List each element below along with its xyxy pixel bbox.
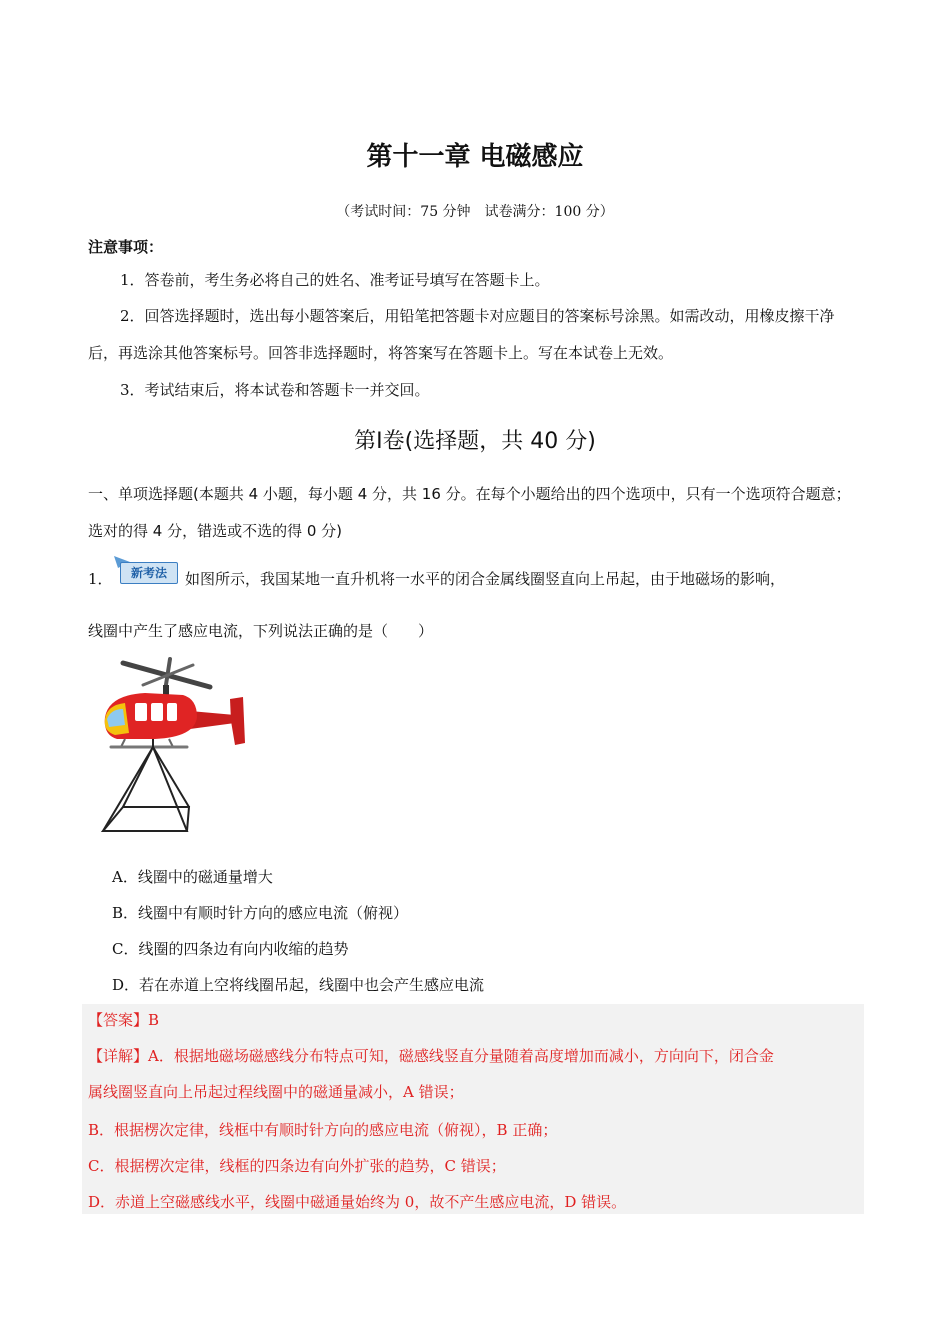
question-number: 1． <box>88 570 113 588</box>
detail-d: D．赤道上空磁感线水平，线圈中磁通量始终为 0，故不产生感应电流，D 错误。 <box>88 1193 627 1211</box>
helicopter-coil-figure <box>95 655 255 840</box>
question-stem-line2: 线圈中产生了感应电流，下列说法正确的是（ ） <box>88 622 434 640</box>
rotor-icon <box>123 659 210 697</box>
badge-label: 新考法 <box>120 562 178 584</box>
notice-heading: 注意事项： <box>88 238 164 256</box>
section-instructions: 一、单项选择题(本题共 4 小题，每小题 4 分，共 16 分。在每个小题给出的四个选项中，只有一个选项符合题意；选对的得 4 分，错选或不选的得 0 分) <box>88 485 851 540</box>
option-a: A．线圈中的磁通量增大 <box>112 868 273 886</box>
option-c: C．线圈的四条边有向内收缩的趋势 <box>112 940 349 958</box>
detail-line-1: 【详解】A．根据地磁场磁感线分布特点可知，磁感线竖直分量随着高度增加而减小，方向向下，闭合金 <box>88 1047 774 1065</box>
answer-line: 【答案】B <box>88 1011 160 1029</box>
option-b: B．线圈中有顺时针方向的感应电流（俯视） <box>112 904 409 922</box>
detail-line-2: 属线圈竖直向上吊起过程线圈中的磁通量减小，A 错误； <box>88 1083 464 1101</box>
part-title: 第Ⅰ卷(选择题，共 40 分) <box>354 429 596 454</box>
question-stem-line1: 如图所示，我国某地一直升机将一水平的闭合金属线圈竖直向上吊起，由于地磁场的影响， <box>185 570 786 588</box>
new-method-badge <box>112 554 178 582</box>
page-title: 第十一章 电磁感应 <box>366 142 584 172</box>
option-d: D．若在赤道上空将线圈吊起，线圈中也会产生感应电流 <box>112 976 485 994</box>
notice-item-3: 3．考试结束后，将本试卷和答题卡一并交回。 <box>120 381 430 399</box>
notice-item-2: 2．回答选择题时，选出每小题答案后，用铅笔把答题卡对应题目的答案标号涂黑。如需改动，用橡皮擦干净后，再选涂其他答案标号。回答非选择题时，将答案写在答题卡上。写在本试卷上无效。 <box>88 307 835 362</box>
notice-item-1: 1．答卷前，考生务必将自己的姓名、准考证号填写在答题卡上。 <box>120 271 550 289</box>
detail-c: C．根据楞次定律，线框的四条边有向外扩张的趋势，C 错误； <box>88 1157 506 1175</box>
detail-b: B．根据楞次定律，线框中有顺时针方向的感应电流（俯视），B 正确； <box>88 1121 558 1139</box>
exam-info: （考试时间：75 分钟 试卷满分：100 分） <box>336 204 614 220</box>
wire-coil-icon <box>103 739 189 831</box>
